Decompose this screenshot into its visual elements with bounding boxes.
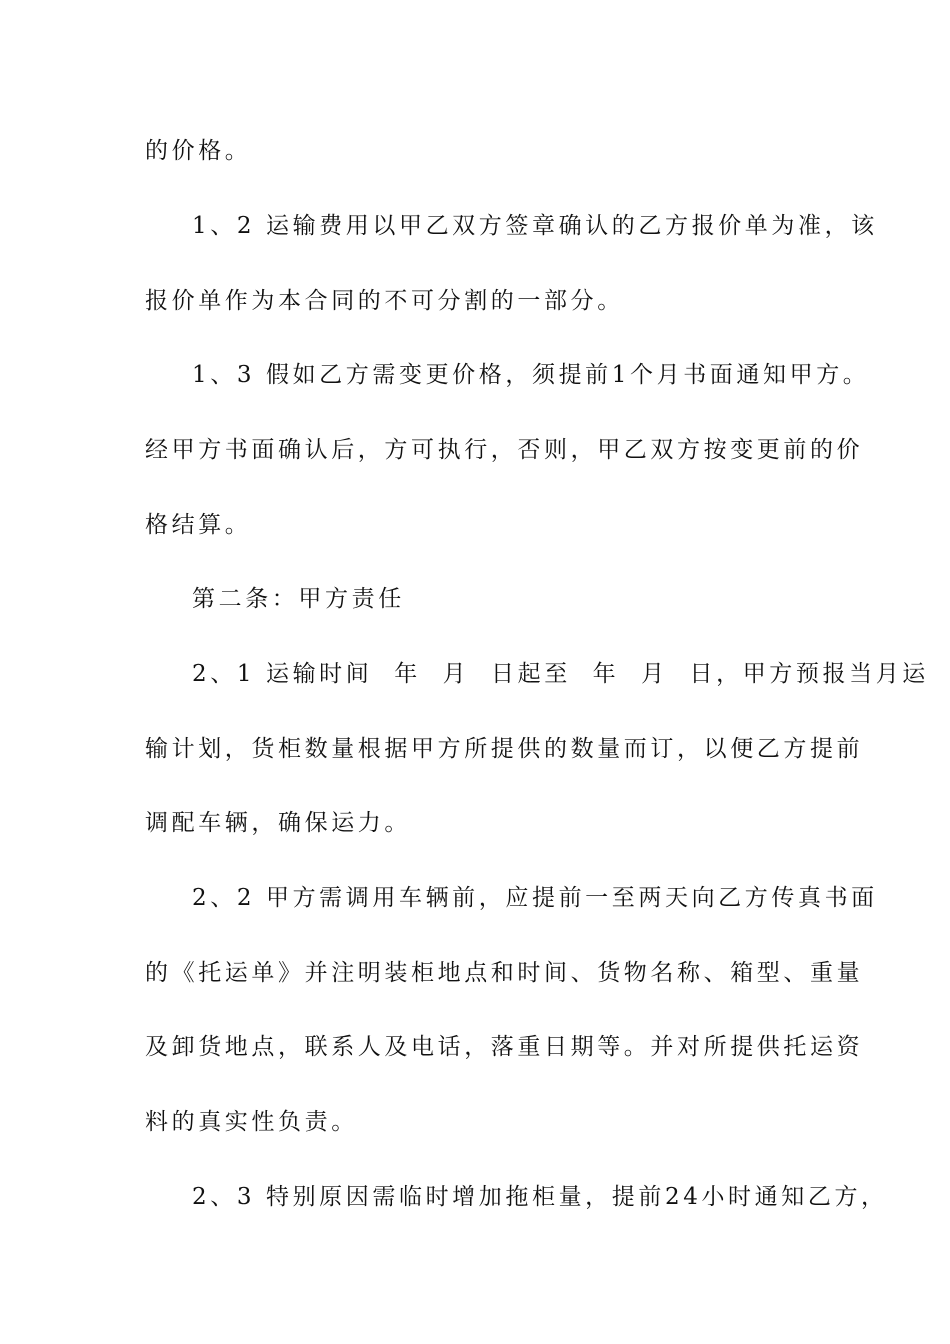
clause-2-1-line-1: 2、1 运输时间 年 月 日起至 年 月 日，甲方预报当月运 [192,661,929,687]
clause-2-1-line-2: 输计划，货柜数量根据甲方所提供的数量而订，以便乙方提前 [145,736,864,762]
clause-1-2-line-2: 报价单作为本合同的不可分割的一部分。 [145,288,624,314]
clause-1-3-line-1: 1、3 假如乙方需变更价格，须提前1个月书面通知甲方。 [192,362,870,388]
clause-2-1-line-3: 调配车辆，确保运力。 [145,810,411,836]
clause-2-2-line-2: 的《托运单》并注明装柜地点和时间、货物名称、箱型、重量 [145,960,864,986]
clause-1-3-line-3: 格结算。 [145,512,252,538]
text-line-1: 的价格。 [145,138,252,164]
clause-2-2-line-4: 料的真实性负责。 [145,1109,358,1135]
clause-2-2-line-1: 2、2 甲方需调用车辆前，应提前一至两天向乙方传真书面 [192,885,878,911]
clause-1-2-line-1: 1、2 运输费用以甲乙双方签章确认的乙方报价单为准，该 [192,213,878,239]
clause-1-3-line-2: 经甲方书面确认后，方可执行，否则，甲乙双方按变更前的价 [145,437,864,463]
section-heading-article-2: 第二条：甲方责任 [192,586,405,612]
clause-2-2-line-3: 及卸货地点，联系人及电话，落重日期等。并对所提供托运资 [145,1034,864,1060]
clause-2-3-line-1: 2、3 特别原因需临时增加拖柜量，提前24小时通知乙方， [192,1184,888,1210]
